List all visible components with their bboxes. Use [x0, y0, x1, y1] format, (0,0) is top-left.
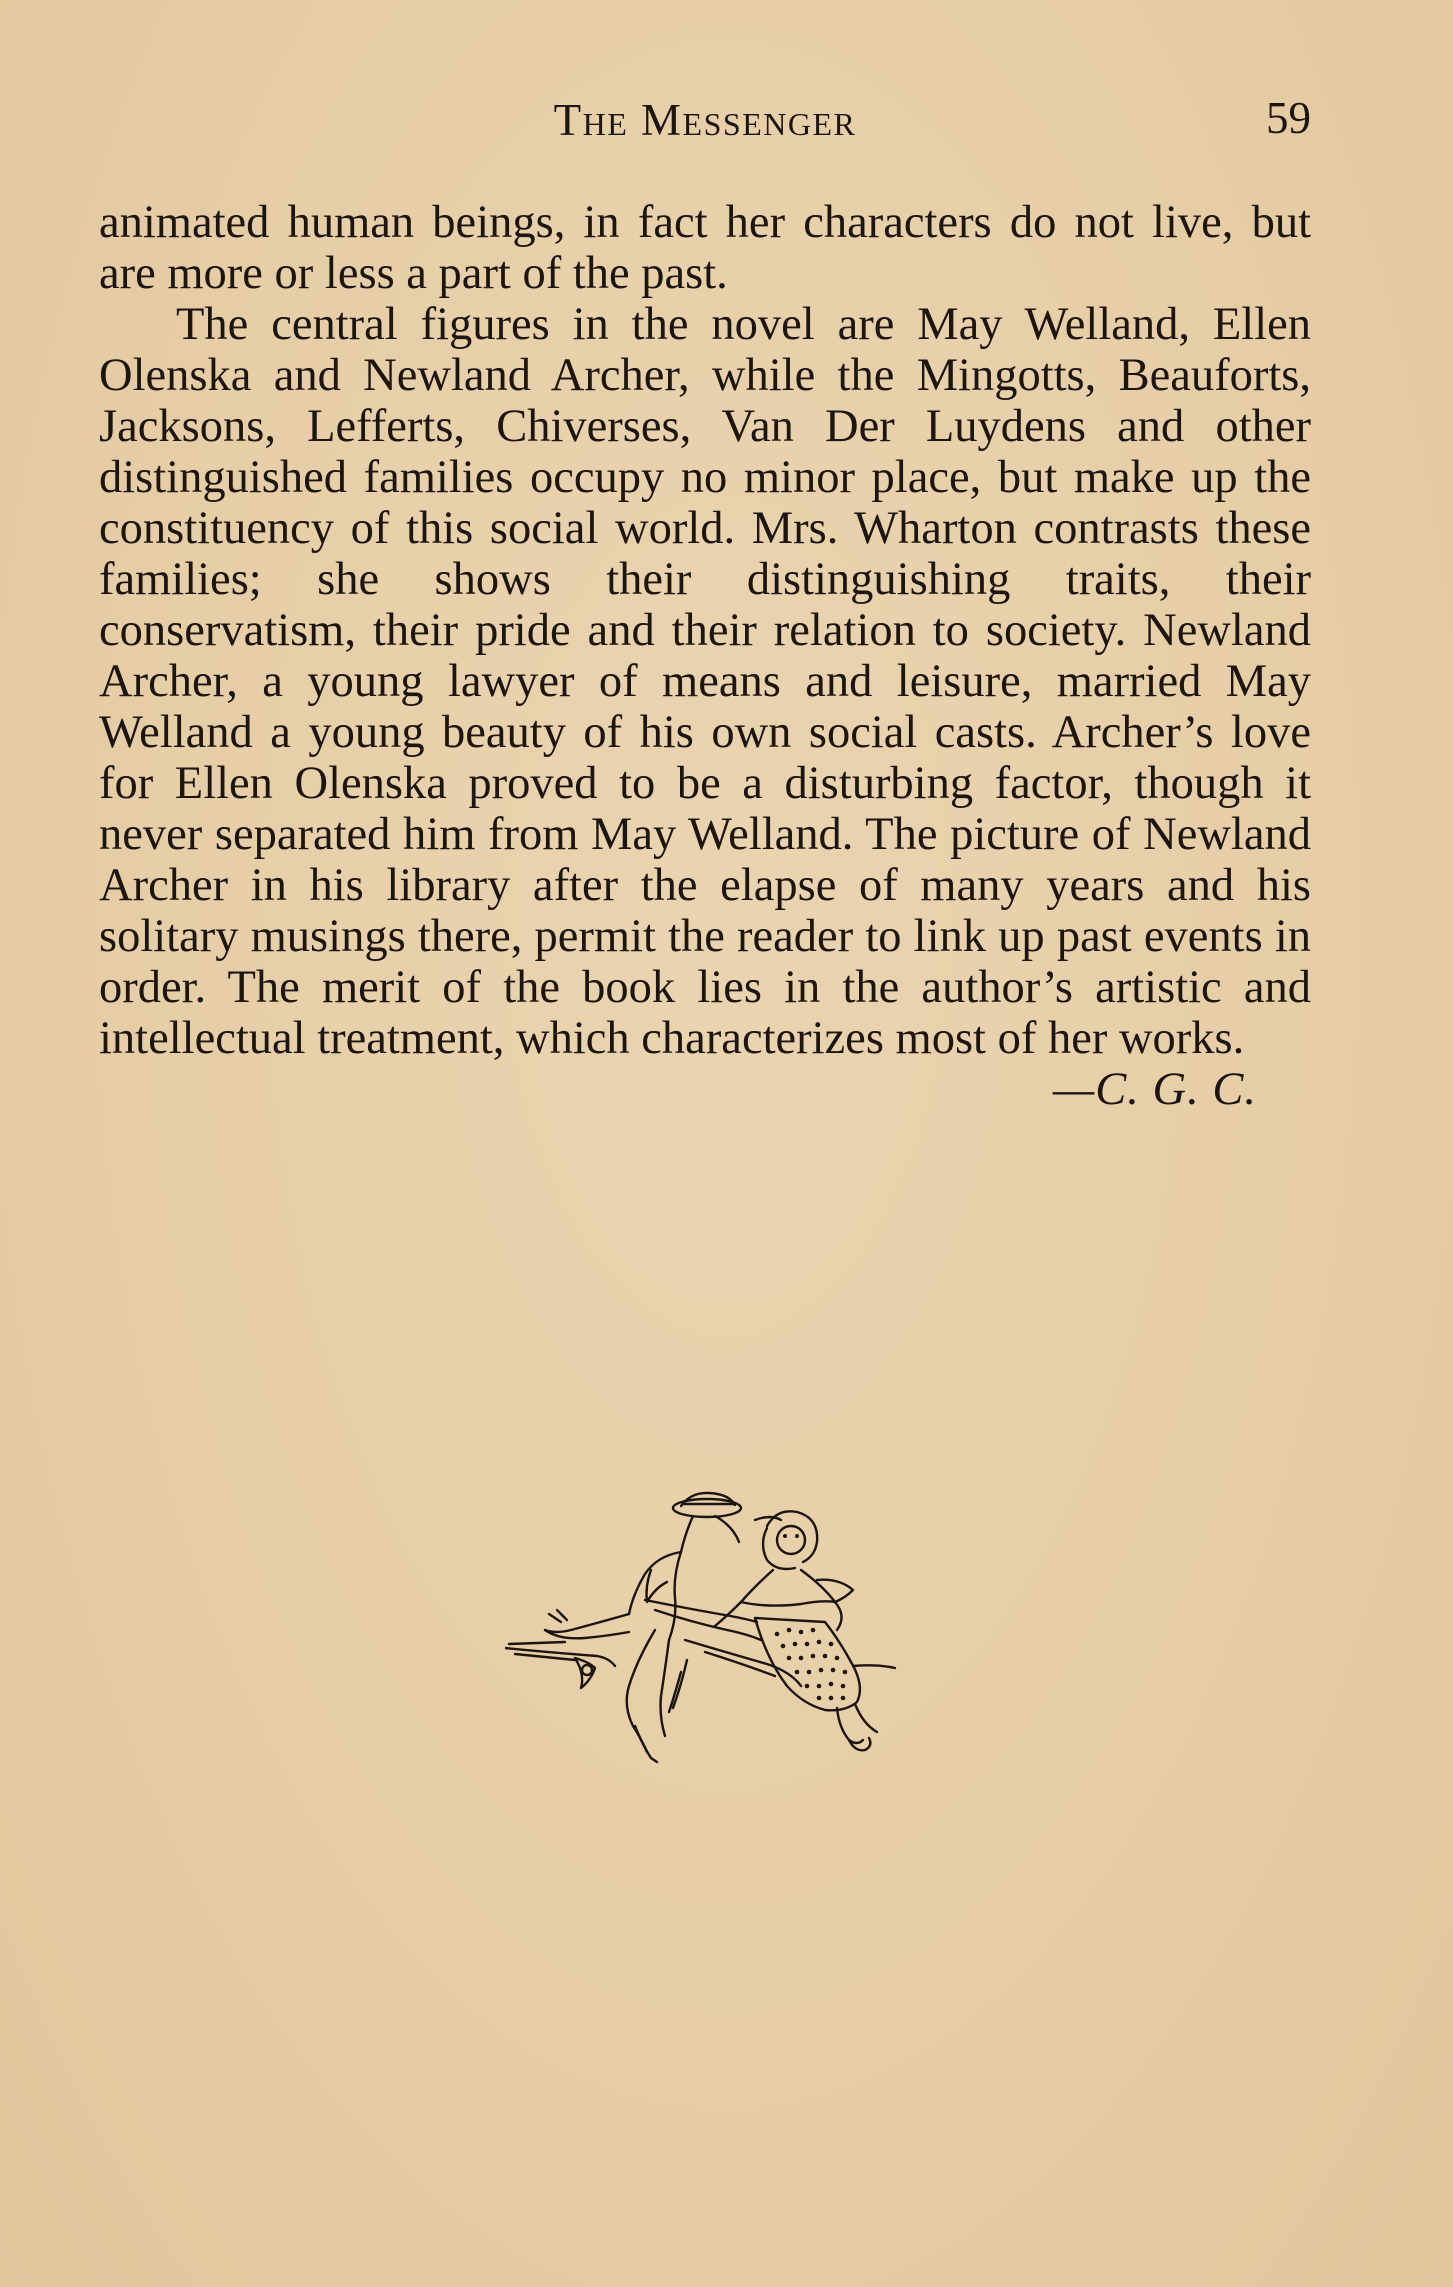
paragraph-review-text: The central figures in the novel are May Welland, Ellen Olenska and Newland Archer, while the Mingotts, Beauforts, Jacksons, Lefferts, Chiverses, Van Der Luydens and other distinguished families occupy no minor place, but make up the constituency of this social world. Mrs. Wharton contrasts these families; she shows their distinguishing traits, their conservatism, their pride and their relation to society. Newland Archer, a young lawyer of means and leisure, married May Welland a young beauty of his own social casts. Archer’s love for Ellen Olenska proved to be a disturbing factor, though it never separated him from May Welland. The picture of Newland Archer in his library after the elapse of many years and his solitary musings there, permit the reader to link up past events in order. The merit of the book lies in the author’s artistic and intellectual treatment, which characterizes most of her works.: [99, 299, 1311, 1064]
running-head: [99, 88, 1311, 148]
article-body: [99, 197, 1311, 1115]
paragraph-continued: animated human beings, in fact her characters do not live, but are more or less a part of the past.: [99, 197, 1311, 299]
journal-title: The Messenger: [553, 95, 857, 145]
page-number: 59: [1266, 93, 1311, 143]
children-vignette-icon: [505, 1490, 905, 1790]
paragraph-review: [99, 299, 1311, 1115]
author-signature: —C. G. C.: [1052, 1064, 1257, 1115]
